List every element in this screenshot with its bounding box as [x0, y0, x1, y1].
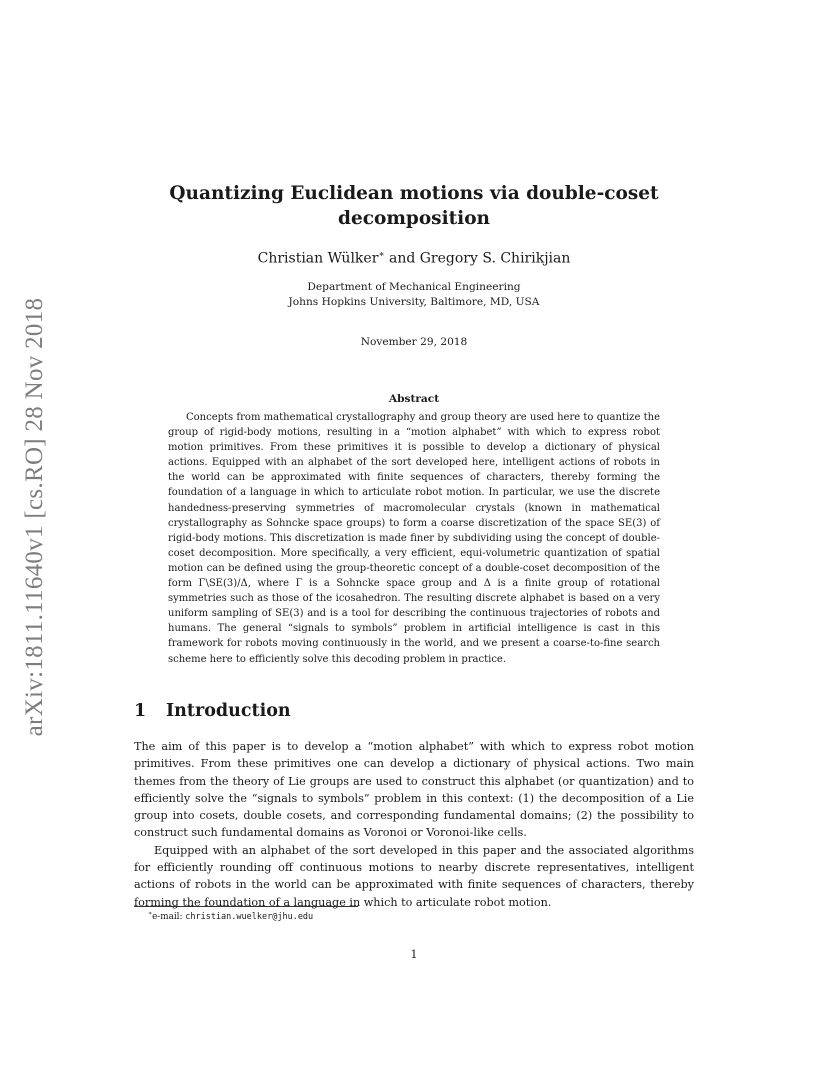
author-conjunction: and	[388, 250, 416, 267]
abstract-text: Concepts from mathematical crystallography and group theory are used here to quantize the group of rigid-body motions, resulting in a “motion alphabet” with which to express robot motion primitives. From these primitives it is possible to develop a dictionary of physical actions. Equipped with an alphabet of the sort developed here, intelligent actions of robots in the world can be approximated with finite sequences of characters, thereby forming the foundation of a language in which to articulate robot motion. In particular, we use the discrete handedness-preserving symmetries of macromolecular crystals (known in mathematical crystallography as Sohncke space groups) to form a coarse discretization of the space SE(3) of rigid-body motions. This discretization is made finer by subdividing using the concept of double-coset decomposition. More specifically, a very efficient, equi-volumetric quantization of spatial motion can be defined using the group-theoretic concept of a double-coset decomposition of the form Γ\SE(3)/Δ, where Γ is a Sohncke space group and Δ is a finite group of rotational symmetries such as those of the icosahedron. The resulting discrete alphabet is based on a very uniform sampling of SE(3) and is a tool for describing the continuous trajectories of robots and humans. The general “signals to symbols” problem in artificial intelligence is cast in this framework for robots moving continuously in the world, and we present a coarse-to-fine search scheme here to efficiently solve this decoding problem in practice.	[168, 412, 660, 665]
email-address: christian.wuelker@jhu.edu	[185, 911, 314, 922]
author-list	[120, 250, 708, 267]
title-line-1: Quantizing Euclidean motions via double-coset	[169, 183, 659, 204]
footnote-marker: ∗	[378, 250, 385, 260]
footnote-rule	[134, 906, 358, 907]
footnote-label: e-mail:	[152, 911, 183, 922]
paper-title	[120, 181, 708, 231]
footnote	[148, 910, 313, 922]
section-number: 1	[134, 701, 147, 721]
footnote-marker: ∗	[148, 910, 153, 917]
page-number: 1	[410, 948, 418, 961]
arxiv-identifier: arXiv:1811.11640v1 [cs.RO] 28 Nov 2018	[21, 297, 48, 737]
section-body	[134, 738, 694, 911]
affiliation-department: Department of Mechanical Engineering	[307, 281, 521, 293]
body-paragraph: The aim of this paper is to develop a “motion alphabet” with which to express robot motion primitives. From these primitives one can develop a dictionary of physical actions. Two main themes from the theory of Lie groups are used to construct this alphabet (or quantization) and to efficiently solve the “signals to symbols” problem in this context: (1) the decomposition of a Lie group into cosets, double cosets, and corresponding fundamental domains; (2) the possibility to construct such fundamental domains as Voronoi or Voronoi-like cells.	[134, 740, 694, 840]
author-name: Christian Wülker	[257, 250, 379, 267]
body-paragraph: Equipped with an alphabet of the sort developed in this paper and the associated algorithms for efficiently rounding off continuous motions to nearby discrete representatives, intelligent actions of robots in the world can be approximated with finite sequences of characters, thereby forming the foundation of a language in which to articulate robot motion.	[134, 843, 694, 909]
affiliation-institution: Johns Hopkins University, Baltimore, MD, USA	[288, 296, 540, 308]
arxiv-sidebar-stamp	[13, 272, 57, 762]
author-name: Gregory S. Chirikjian	[419, 250, 571, 267]
affiliation	[120, 280, 708, 310]
abstract-heading: Abstract	[388, 393, 440, 405]
section-title: Introduction	[166, 701, 291, 721]
section-heading	[134, 701, 291, 721]
title-line-2: decomposition	[338, 208, 490, 229]
publication-date: November 29, 2018	[360, 336, 468, 348]
